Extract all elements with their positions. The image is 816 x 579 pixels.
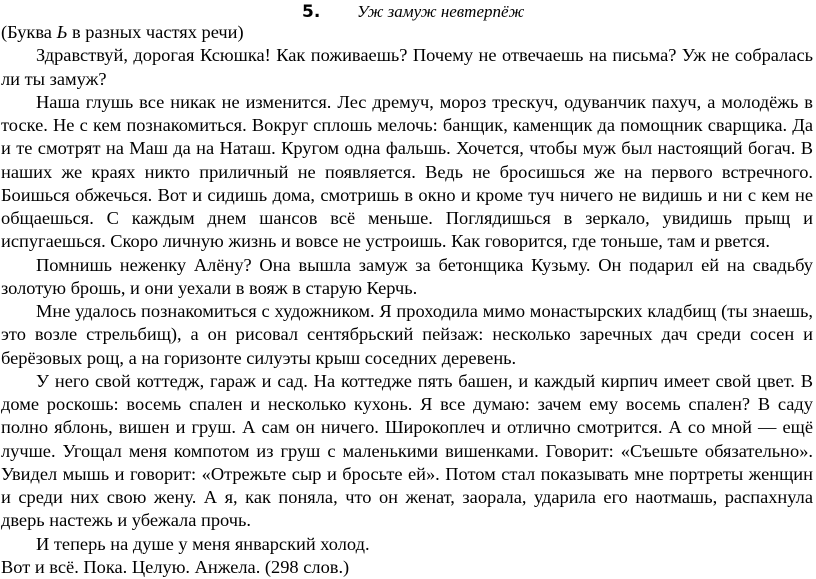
page-title: Уж замуж невтерпёж (357, 2, 525, 21)
paragraph-alena: Помнишь неженку Алёну? Она вышла замуж за бетонщика Кузьму. Он подарил ей на свадьбу золотую брошь, и они уехали в вояж в старую Керчь. (1, 254, 813, 298)
paragraph-cottage: У него свой коттедж, гараж и сад. На коттедже пять башен, и каждый кирпич имеет свой цвет. В доме роскошь: восемь спален и несколько кухонь. Я все думаю: зачем ему восемь спален? В саду полно яблонь, вишен и груш. А сам он ничего. Широкоплеч и отлично смотрится. А со мной — ещё лучше. Угощал меня компотом из груш с маленькими вишенками. Говорит: «Съешьте обязательно». Увидел мышь и говорит: «Отрежьте сыр и бросьте ей». Потом стал показывать мне портреты женщин и среди них свою жену. А я, как поняла, что он женат, заорала, ударила его наотмашь, распахнула дверь настежь и убежала прочь. (1, 370, 813, 531)
title-row (0, 2, 816, 22)
paragraph-artist: Мне удалось познакомиться с художником. Я проходила мимо монастырских кладбищ (ты знаешь, это возле стрельбищ), а он рисовал сентябрьский пейзаж: несколько заречных дач среди сосен и берёзовых рощ, а на горизонте силуэты крыш соседних деревень. (1, 301, 813, 368)
title-number: 5. (302, 2, 321, 22)
paragraph-greeting: Здравствуй, дорогая Ксюшка! Как поживаешь? Почему не отвечаешь на письма? Уж не собралась ли ты замуж? (1, 45, 813, 89)
closing-line: Вот и всё. Пока. Целую. Анжела. (298 слов.) (1, 556, 350, 577)
subtitle-prefix: (Буква (1, 22, 57, 42)
document-body (1, 21, 813, 579)
subtitle-suffix: в разных частях речи) (67, 22, 244, 42)
subtitle-letter: Ь (56, 22, 68, 42)
subtitle (1, 21, 813, 44)
paragraph-cold: И теперь на душе у меня январский холод. (36, 533, 370, 554)
paragraph-village: Наша глушь все никак не изменится. Лес дремуч, мороз трескуч, одуванчик пахуч, а молодёжь в тоске. Не с кем познакомиться. Вокруг сплошь мелочь: банщик, каменщик да помощник сварщика. Да и те смотрят на Маш да на Наташ. Кругом одна фальшь. Хочется, чтобы муж был настоящий богач. В наших же краях никто приличный не появляется. Ведь не бросишься же на первого встречного. Боишься обжечься. Вот и сидишь дома, смотришь в окно и кроме туч ничего не видишь и ни с кем не общаешься. С каждым днем шансов всё меньше. Поглядишься в зеркало, увидишь прыщ и испугаешься. Скоро личную жизнь и вовсе не устроишь. Как говорится, где тоньше, там и рвется. (1, 91, 813, 252)
